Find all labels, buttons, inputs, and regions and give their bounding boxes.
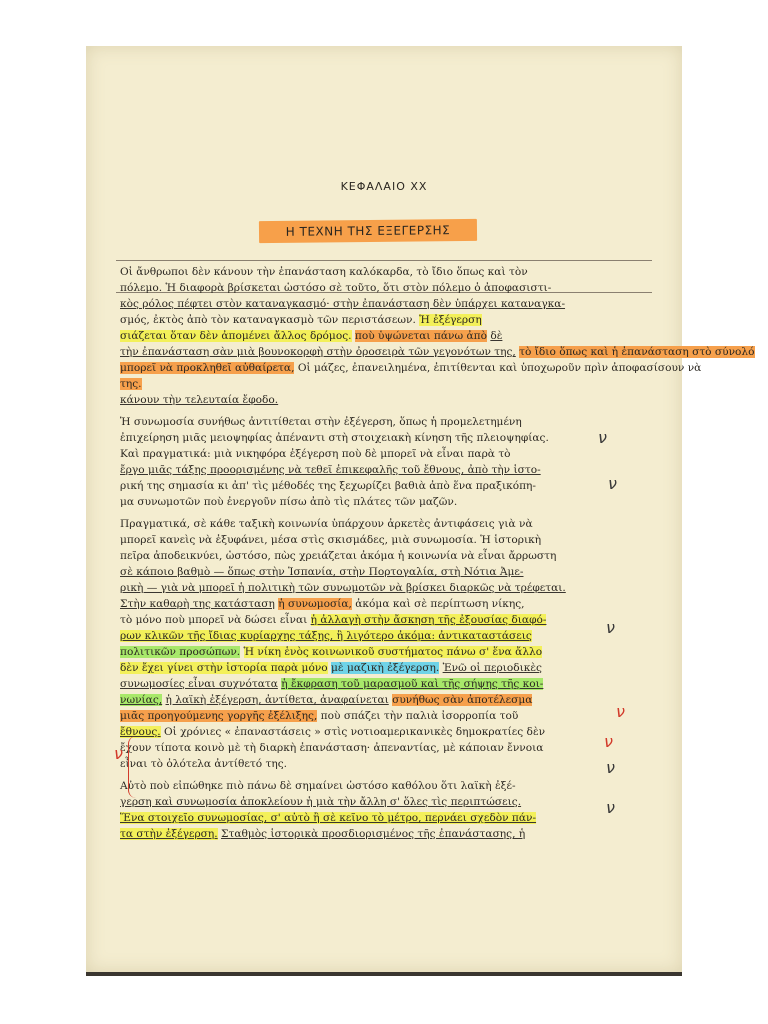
text-line-34 [120, 810, 650, 826]
text-highlight-yellow: ἔθνους. [120, 726, 161, 738]
text-line-2 [120, 280, 650, 296]
text-segment: Καὶ πραγματικά: μιὰ νικηφόρα ἐξέγερση ποὺ δὲ μπορεῖ νὰ εἶναι παρὰ τὸ [120, 448, 511, 460]
text-segment: Στὴν καθαρὴ της κατάσταση [120, 598, 275, 610]
text-segment: ἐπιχείρηση μιᾶς μειοψηφίας ἀπέναντι στὴ στοιχειακὴ κίνηση τῆς πλειοψηφίας. [120, 432, 549, 444]
title-rule-top [116, 260, 652, 261]
text-segment: εἶναι τὸ ὁλότελα ἀντίθετό της. [120, 758, 288, 770]
text-segment: Ἡ συνωμοσία συνήθως ἀντιτίθεται στὴν ἐξέγερση, ὅπως ἡ προμελετημένη [120, 416, 522, 428]
text-highlight-green: πολιτικῶν προσώπων. [120, 646, 241, 658]
text-line-17 [120, 532, 650, 548]
text-highlight-orange: συνήθως σὰν ἀποτέλεσμα [392, 694, 533, 706]
text-segment: Ἐνῶ οἱ περιοδικὲς [442, 662, 542, 674]
text-segment: συνωμοσίες εἶναι συχνότατα [120, 678, 278, 690]
text-line-7 [120, 360, 702, 376]
text-segment: τὴν ἐπανάσταση σὰν μιὰ βουνοκορφὴ στὴν ὀροσειρὰ τῶν γεγονότων της, [120, 346, 516, 358]
text-highlight-orange: μπορεῖ νὰ προκληθεῖ αὐθαίρετα, [120, 362, 295, 374]
text-highlight-yellow: δὲν ἔχει γίνει στὴν ἱστορία παρὰ μόνο [120, 662, 328, 674]
text-highlight-green: ἡ ἔκφραση τοῦ μαρασμοῦ καὶ τῆς σήψης τῆς κοι- [281, 678, 544, 690]
margin-check-mark: ν [616, 702, 625, 721]
text-highlight-orange: ποὺ ὑψώνεται πάνω ἀπὸ [354, 330, 487, 342]
text-line-18 [120, 548, 650, 564]
chapter-heading: ΚΕΦΑΛΑΙΟ XX [340, 180, 428, 193]
text-highlight-orange: ἡ συνωμοσία, [278, 598, 352, 610]
text-line-14 [120, 478, 650, 494]
text-segment: ἔχουν τίποτα κοινὸ μὲ τὴ διαρκὴ ἐπανάσταση· ἀπεναντίας, μὲ κάποιαν ἔννοια [120, 742, 544, 754]
text-segment: ποὺ σπάζει τὴν παλιὰ ἰσορροπία τοῦ [320, 710, 519, 722]
text-line-29 [120, 724, 650, 740]
text-segment: Αὐτὸ ποὺ εἰπώθηκε πιὸ πάνω δὲ σημαίνει ὡστόσο καθόλου ὅτι λαϊκὴ ἐξέ- [120, 780, 516, 792]
text-line-6 [120, 344, 755, 360]
text-highlight-yellow: τα στὴν ἐξέγερση. [120, 828, 218, 840]
margin-check-mark: ν [114, 744, 123, 763]
text-highlight-orange: μιᾶς προηγούμενης γοργῆς ἐξέλιξης, [120, 710, 318, 722]
text-highlight-yellow: ρων κλικῶν τῆς ἴδιας κυρίαρχης τάξης, ἢ λιγότερο ἀκόμα: ἀντικαταστάσεις [120, 630, 532, 642]
scanned-page [86, 46, 755, 972]
text-segment: Οἱ ἄνθρωποι δὲν κάνουν τὴν ἐπανάσταση καλόκαρδα, τὸ ἴδιο ὅπως καὶ τὸν [120, 266, 528, 278]
text-line-10 [120, 414, 650, 430]
text-line-4 [120, 312, 650, 328]
text-segment: Οἱ μάζες, ἐπανειλημένα, ἐπιτίθενται καὶ ὑποχωροῦν πρὶν ἀποφασίσουν νὰ [297, 362, 702, 374]
text-highlight-blue: μὲ μαζικὴ ἐξέγερση. [331, 662, 440, 674]
text-line-28 [120, 708, 650, 724]
text-highlight-orange: της. [120, 378, 142, 390]
margin-check-mark: ν [608, 474, 617, 493]
text-line-9 [120, 392, 650, 408]
text-segment: πεῖρα ἀποδεικνύει, ὡστόσο, πὼς χρειάζεται ἀκόμα ἡ κοινωνία νὰ εἶναι ἄρρωστη [120, 550, 557, 562]
margin-check-mark: ν [606, 618, 615, 637]
text-line-27 [120, 692, 650, 708]
text-line-31 [120, 756, 650, 772]
text-segment: κάνουν τὴν τελευταία ἔφοδο. [120, 394, 279, 406]
text-line-30 [120, 740, 650, 756]
text-highlight-green: νωνίας, [120, 694, 163, 706]
text-segment: γερση καὶ συνωμοσία ἀποκλείουν ἡ μιὰ τὴν ἄλλη σ' ὅλες τὶς περιπτώσεις. [120, 796, 522, 808]
text-highlight-yellow: Ἕνα στοιχεῖο συνωμοσίας, σ' αὐτὸ ἢ σὲ κεῖνο τὸ μέτρο, περνάει σχεδὸν πάν- [120, 812, 537, 824]
text-segment: Πραγματικά, σὲ κάθε ταξικὴ κοινωνία ὑπάρχουν ἀρκετὲς ἀντιφάσεις γιὰ νὰ [120, 518, 533, 530]
text-line-13 [120, 462, 650, 478]
margin-check-mark: ν [604, 732, 613, 751]
text-line-12 [120, 446, 650, 462]
margin-check-mark: ν [606, 758, 615, 777]
title-highlight [259, 219, 477, 243]
text-line-26 [120, 676, 650, 692]
text-line-11 [120, 430, 650, 446]
text-segment: Οἱ χρόνιες « ἐπαναστάσεις » στὶς νοτιοαμερικανικὲς δημοκρατίες δὲν [164, 726, 546, 738]
text-line-21 [120, 596, 650, 612]
text-segment: μα συνωμοτῶν ποὺ ἐνεργοῦν πίσω ἀπὸ τὶς πλάτες τῶν μαζῶν. [120, 496, 458, 508]
text-line-35 [120, 826, 650, 842]
text-segment: τὸ μόνο ποὺ μπορεῖ νὰ δώσει εἶναι [120, 614, 308, 626]
text-segment: Σταθμὸς ἱστορικὰ προσδιορισμένος τῆς ἐπανάστασης, ἡ [221, 828, 526, 840]
margin-check-mark: ν [606, 798, 615, 817]
text-line-32 [120, 778, 650, 794]
text-segment: δὲ [490, 330, 503, 342]
text-segment: πόλεμο. Ἡ διαφορὰ βρίσκεται ὡστόσο σὲ τοῦτο, ὅτι στὸν πόλεμο ὁ ἀποφασιστι- [120, 282, 552, 294]
chapter-title: Η ΤΕΧΝΗ ΤΗΣ ΕΞΕΓΕΡΣΗΣ [285, 223, 451, 239]
text-highlight-yellow: σιάζεται ὅταν δὲν ἀπομένει ἄλλος δρόμος. [120, 330, 352, 342]
text-line-15 [120, 494, 650, 510]
text-line-33 [120, 794, 650, 810]
margin-check-mark: ν [598, 428, 607, 447]
text-line-24 [120, 644, 650, 660]
text-segment: ἡ λαϊκὴ ἐξέγερση, ἀντίθετα, ἀναφαίνεται [165, 694, 389, 706]
text-highlight-yellow: Ἡ ἐξέγερση [419, 314, 482, 326]
text-segment: σμός, ἐκτὸς ἀπὸ τὸν καταναγκασμὸ τῶν περιστάσεων. [120, 314, 416, 326]
text-line-25 [120, 660, 650, 676]
text-line-22 [120, 612, 650, 628]
text-line-1 [120, 264, 650, 280]
text-line-8 [120, 376, 650, 392]
text-highlight-yellow: ἡ ἀλλαγὴ στὴν ἄσκηση τῆς ἐξουσίας διαφό- [310, 614, 547, 626]
text-line-23 [120, 628, 650, 644]
text-highlight-yellow: Ἡ νίκη ἑνὸς κοινωνικοῦ συστήματος πάνω σ' ἕνα ἄλλο [243, 646, 543, 658]
text-line-20 [120, 580, 650, 596]
text-segment: ἔργο μιᾶς τάξης προορισμένης νὰ τεθεῖ ἐπικεφαλῆς τοῦ ἔθνους, ἀπὸ τὴν ἱστο- [120, 464, 541, 476]
text-segment: σὲ κάποιο βαθμὸ — ὅπως στὴν Ἱσπανία, στὴν Πορτογαλία, στὴ Νότια Ἀμε- [120, 566, 524, 578]
text-line-5 [120, 328, 650, 344]
text-line-3 [120, 296, 650, 312]
text-highlight-orange: τὸ ἴδιο ὅπως καὶ ἡ ἐπανάσταση στὸ σύνολό [519, 346, 755, 358]
text-segment: ρικὴ — γιὰ νὰ μπορεῖ ἡ πολιτικὴ τῶν συνωμοτῶν νὰ βρίσκει διαρκῶς νὰ τρέφεται. [120, 582, 566, 594]
text-segment: κὸς ρόλος πέφτει στὸν καταναγκασμό· στὴν ἐπανάσταση δὲν ὑπάρχει καταναγκα- [120, 298, 566, 310]
text-line-16 [120, 516, 650, 532]
page-bottom-edge [86, 972, 682, 976]
margin-brace [128, 736, 139, 798]
text-line-19 [120, 564, 650, 580]
text-segment: μπορεῖ κανεὶς νὰ ἐξυφάνει, μέσα στὶς σκισμάδες, μιὰ συνωμοσία. Ἡ ἱστορικὴ [120, 534, 542, 546]
text-segment: ρική της σημασία κι ἀπ' τὶς μέθοδές της ξεχωρίζει βαθιὰ ἀπὸ ἕνα πραξικόπη- [120, 480, 536, 492]
text-segment: ἀκόμα καὶ σὲ περίπτωση νίκης, [355, 598, 525, 610]
